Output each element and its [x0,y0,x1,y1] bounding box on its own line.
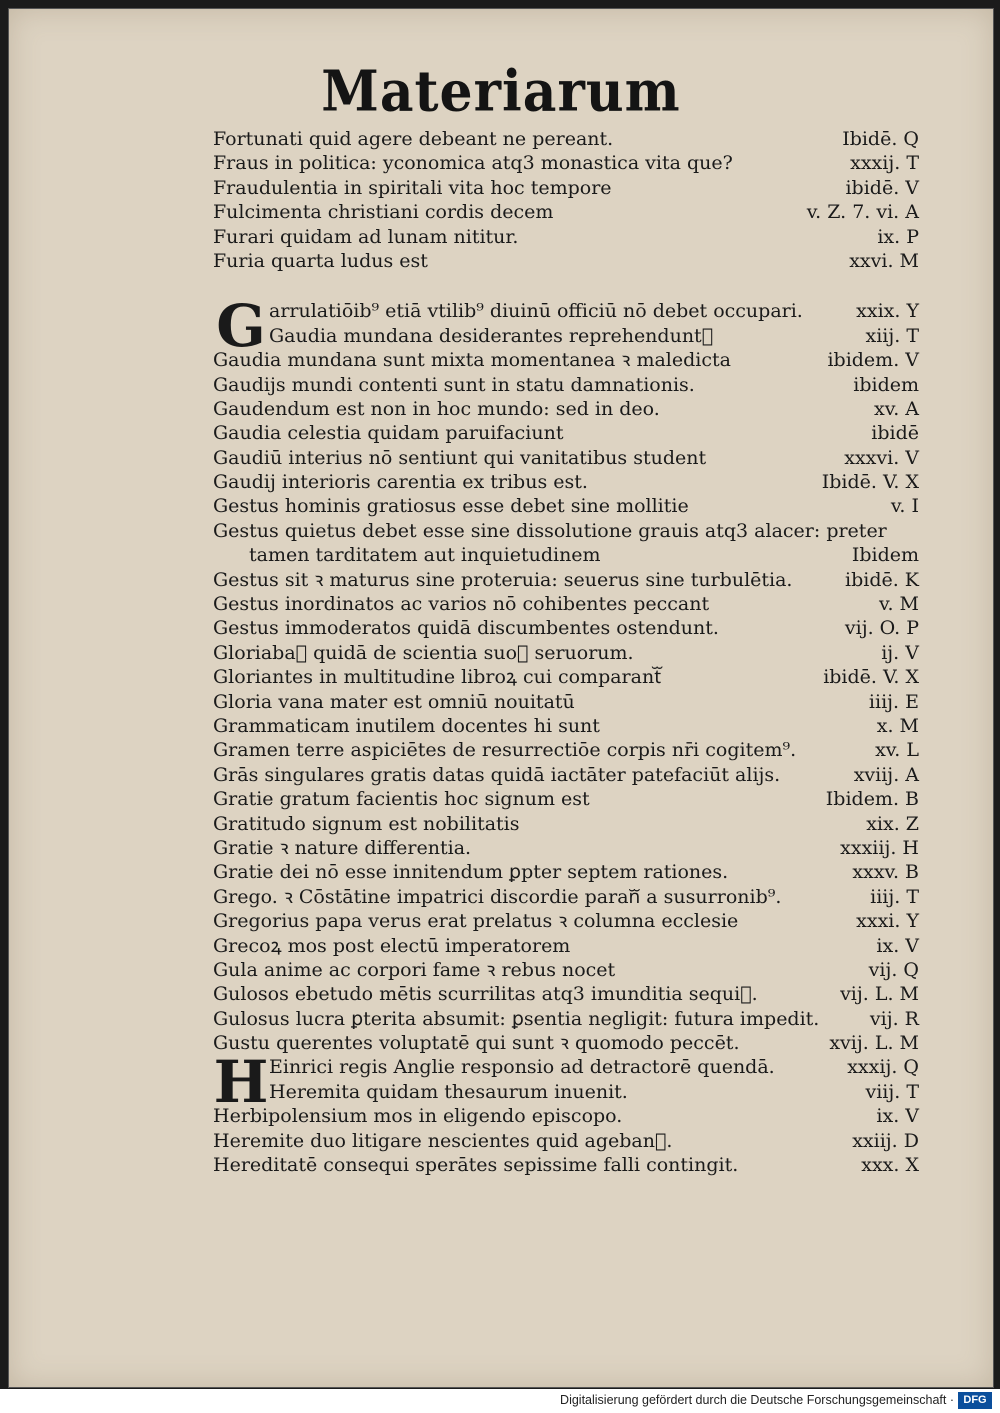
entry-text: Gratitudo signum est nobilitatis [213,812,520,835]
entry-text: Gestus quietus debet esse sine dissolutione grauis atq3 alacer: preter [213,519,887,542]
index-entry [213,763,919,787]
index-entry [213,690,919,714]
index-entry [213,885,919,909]
entry-reference: xv. L [875,739,919,762]
index-entry [213,127,919,151]
entry-text: Fraudulentia in spiritali vita hoc tempore [213,176,612,199]
entry-reference: iiij. E [868,690,919,713]
entry-reference: xv. A [874,397,919,420]
entry-reference: Ibidem. B [825,788,919,811]
index-entry [213,714,919,738]
dfg-logo: DFG [958,1392,992,1409]
entry-text: Gaudiū interius nō sentiunt qui vanitatibus student [213,446,707,469]
index-entry [213,200,919,224]
entry-reference: x. M [876,714,919,737]
index-entry [213,249,919,273]
entry-reference: ibidē. K [845,568,919,591]
index-entry [213,543,919,567]
entry-text: Gaudijs mundi contenti sunt in statu damnationis. [213,373,695,396]
index-entry [213,1080,919,1104]
entry-text: Gestus hominis gratiosus esse debet sine mollitie [213,495,689,518]
entry-reference: xxiij. D [852,1129,919,1152]
entry-reference: xvij. L. M [829,1032,919,1055]
entry-text: Fortunati quid agere debeant ne pereant. [213,128,614,150]
entry-text: Grammaticam inutilem docentes hi sunt [213,714,600,737]
index-entry [213,934,919,958]
entry-reference: xxxij. Q [847,1056,919,1079]
index-entry [213,470,919,494]
entry-text: Grās singulares gratis datas quidā iactāter patefaciūt alijs. [213,763,781,786]
index-entry [213,1007,919,1031]
entry-text: Gaudia mundana desiderantes reprehenduntᷓ [269,324,714,347]
entry-reference: xix. Z [866,812,919,835]
entry-reference: vij. O. P [844,617,919,640]
index-entry [213,1031,919,1055]
entry-text: Gramen terre aspiciētes de resurrectiōe corpis nr̄i cogitem⁹. [213,739,797,762]
entry-text: Gaudij interioris carentia ex tribus est. [213,471,588,494]
entry-reference: ix. P [877,225,919,248]
entry-reference: xxxi. Y [856,910,919,933]
entry-text: Grecoꝝ mos post electū imperatorem [213,934,571,957]
entry-text: Gloriantes in multitudine libroꝝ cui comparantᷓ [213,666,662,689]
entry-text: Heremita quidam thesaurum inuenit. [269,1080,628,1103]
index-entry [213,446,919,470]
entry-reference: xxxvi. V [844,446,919,469]
entry-text: Gaudia mundana sunt mixta momentanea ꝛ maledicta [213,349,731,372]
footer-bar [0,1389,1000,1413]
index-entry [213,641,919,665]
entry-reference: ij. V [881,641,919,664]
entry-text: Einrici regis Anglie responsio ad detractorē quendā. [269,1056,775,1079]
entry-text: Gratie dei nō esse innitendum ꝑpter septem rationes. [213,861,729,884]
entry-text: Furia quarta ludus est [213,249,428,272]
index-entry [213,909,919,933]
entry-text: Gestus immoderatos quidā discumbentes ostendunt. [213,617,719,640]
index-entry [213,373,919,397]
index-entry [213,812,919,836]
index-entry [213,151,919,175]
entry-text: Gestus inordinatos ac varios nō cohibentes peccant [213,593,710,616]
entry-text: Gaudendum est non in hoc mundo: sed in deo. [213,397,660,420]
drop-capital: H [213,1048,269,1117]
entry-reference: xxxiij. H [840,836,919,859]
index-entry [213,324,919,348]
index-entries [213,127,919,1177]
entry-reference: Ibidem [851,544,919,567]
entry-text: arrulatiōib⁹ etiā vtilib⁹ diuinū officiū nō debet occupari. [269,300,803,323]
entry-reference: Ibidē. V. X [821,471,919,494]
entry-text: Gloria vana mater est omniū nouitatū [213,690,575,713]
index-entry [213,421,919,445]
index-entry [213,568,919,592]
index-entry [213,958,919,982]
entry-text: Fraus in politica: yconomica atq3 monastica vita que? [213,152,733,175]
entry-reference: xxvi. M [849,249,919,272]
entry-text: Gratie ꝛ nature differentia. [213,836,472,859]
entry-text: Hereditatē consequi sperātes sepissime falli contingit. [213,1154,739,1177]
entry-text: Gratie gratum facientis hoc signum est [213,788,590,811]
index-entry [213,519,919,543]
index-entry [213,738,919,762]
entry-reference: xiij. T [865,324,919,347]
entry-text: Gula anime ac corpori fame ꝛ rebus nocet [213,958,616,981]
drop-capital: G [216,292,266,361]
entry-reference: v. M [878,593,919,616]
index-entry [213,982,919,1006]
entry-reference: viij. T [865,1080,919,1103]
entry-reference: xxxij. T [850,152,919,175]
entry-text: Grego. ꝛ Cōstātine impatrici discordie paranᷓ a susurronib⁹. [213,885,782,908]
book-page [8,8,994,1388]
entry-reference: ix. V [876,1105,919,1128]
entry-text: Gulosus lucra ꝑterita absumit: ꝑsentia negligit: futura impedit. [213,1007,820,1030]
index-entry [213,1129,919,1153]
index-entry [213,592,919,616]
index-entry [213,348,919,372]
entry-reference: xxix. Y [856,300,919,323]
entry-reference: vij. Q [868,958,919,981]
entry-reference: v. Z. 7. vi. A [806,201,919,224]
index-entry [213,836,919,860]
entry-reference: ibidem. V [827,349,919,372]
index-entry [213,1153,919,1177]
entry-reference: xxx. X [861,1154,919,1177]
entry-text: Gulosos ebetudo mētis scurrilitas atq3 imunditia sequiᷓ. [213,983,758,1006]
entry-reference: v. I [890,495,919,518]
index-entry [213,860,919,884]
index-entry [213,787,919,811]
index-entry [213,397,919,421]
funding-note: Digitalisierung gefördert durch die Deutsche Forschungsgemeinschaft · [560,1393,954,1407]
index-entry [213,616,919,640]
entry-text: Furari quidam ad lunam nititur. [213,225,519,248]
entry-reference: ibidē. V. X [823,666,919,689]
entry-text: Herbipolensium mos in eligendo episcopo. [213,1105,623,1128]
entry-text: Gloriabaᷓ quidā de scientia suoꝝ seruorum. [213,641,634,664]
index-entry [213,665,919,689]
entry-reference: xviij. A [853,763,919,786]
entry-text: Fulcimenta christiani cordis decem [213,201,554,224]
entry-reference: iiij. T [870,885,919,908]
entry-reference: xxxv. B [852,861,919,884]
index-entry [213,494,919,518]
entry-reference: vij. L. M [840,983,919,1006]
entry-reference: ibidē [871,422,919,445]
index-entry [213,176,919,200]
entry-text: Gaudia celestia quidam paruifaciunt [213,422,564,445]
entry-text: tamen tarditatem aut inquietudinem [249,544,601,567]
entry-text: Heremite duo litigare nescientes quid agebanᷓ. [213,1129,673,1152]
entry-text: Gustu querentes voluptatē qui sunt ꝛ quomodo peccēt. [213,1032,740,1055]
entry-reference: ibidem [853,373,919,396]
entry-reference: Ibidē. Q [842,128,919,150]
entry-text: Gestus sit ꝛ maturus sine proteruia: seuerus sine turbulētia. [213,568,793,591]
index-entry [213,225,919,249]
index-entry [213,1104,919,1128]
entry-text: Gregorius papa verus erat prelatus ꝛ columna ecclesie [213,910,739,933]
page-heading: Materiarum [321,58,681,125]
entry-reference: vij. R [869,1007,919,1030]
index-entry [213,1055,919,1079]
entry-reference: ibidē. V [845,176,919,199]
index-entry [213,299,919,323]
entry-reference: ix. V [876,934,919,957]
